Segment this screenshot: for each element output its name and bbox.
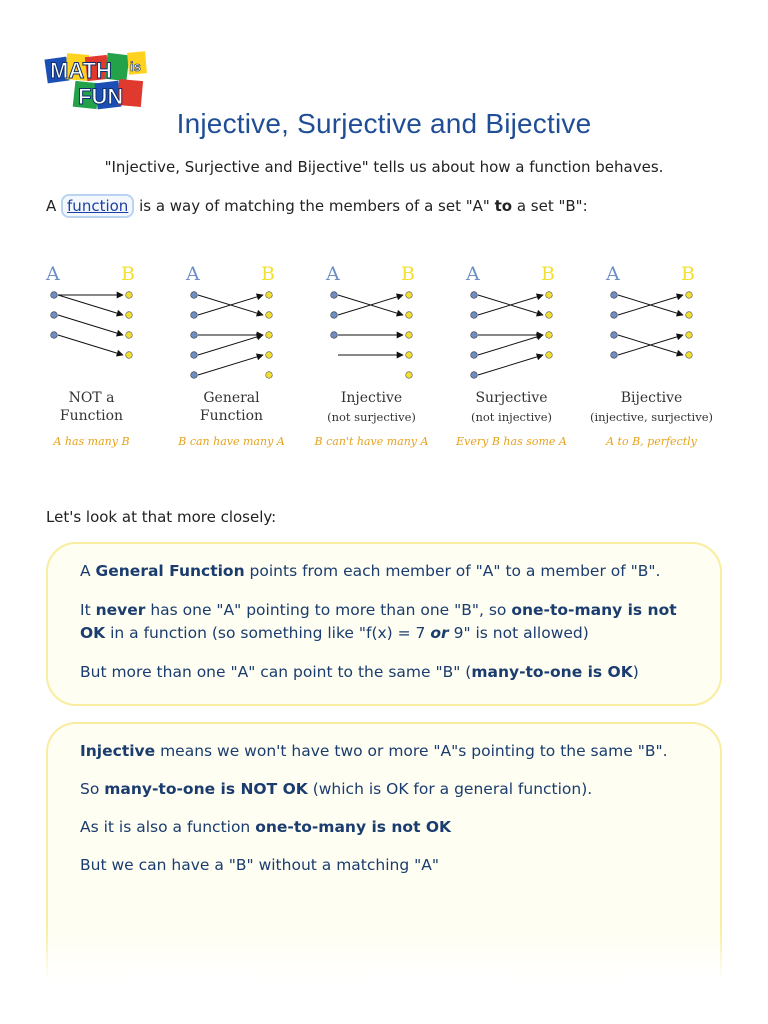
set-a-dot bbox=[191, 292, 198, 299]
set-a-dot bbox=[191, 312, 198, 319]
set-b-label: B bbox=[261, 263, 275, 285]
set-b-dot bbox=[686, 312, 693, 319]
set-b-dot bbox=[406, 292, 413, 299]
definition-text-mid: is a way of matching the members of a set "A" bbox=[134, 197, 495, 215]
diagram-name-line2: Function bbox=[59, 408, 124, 424]
set-a-label: A bbox=[326, 263, 340, 285]
set-b-dot bbox=[406, 332, 413, 339]
diagram-4 bbox=[455, 263, 567, 448]
set-b-dot bbox=[406, 312, 413, 319]
set-b-dot bbox=[266, 372, 273, 379]
diagram-subtitle: (injective, surjective) bbox=[589, 410, 714, 424]
closer-look-text: Let's look at that more closely: bbox=[46, 508, 277, 526]
card2-paragraph-3: As it is also a function one-to-many is not OK bbox=[80, 818, 452, 836]
card1-paragraph-1: A General Function points from each member of "A" to a member of "B". bbox=[80, 562, 661, 580]
set-a-dot bbox=[331, 332, 338, 339]
mapping-arrow bbox=[58, 295, 123, 315]
set-b-dot bbox=[546, 332, 553, 339]
diagram-description: A to B, perfectly bbox=[606, 435, 697, 448]
definition-text-bold: to bbox=[494, 197, 513, 215]
mapping-arrow bbox=[58, 315, 123, 335]
set-a-label: A bbox=[186, 263, 200, 285]
set-a-dot bbox=[611, 352, 618, 359]
set-b-dot bbox=[406, 352, 413, 359]
general-function-card bbox=[46, 542, 722, 706]
diagram-name: General bbox=[203, 390, 260, 406]
logo-text-fun: FUN bbox=[78, 84, 124, 109]
set-b-dot bbox=[686, 352, 693, 359]
set-b-dot bbox=[686, 292, 693, 299]
diagram-description: B can have many A bbox=[178, 435, 285, 448]
set-b-dot bbox=[126, 332, 133, 339]
page-title: Injective, Surjective and Bijective bbox=[176, 108, 592, 139]
diagram-1 bbox=[45, 263, 135, 448]
card1-paragraph-2: It never has one "A" pointing to more than one "B", so one-to-many is not OK in a function (so something like "f(x) = 7 or 9" is not allowed) bbox=[80, 601, 677, 642]
diagram-name: Surjective bbox=[475, 390, 548, 406]
logo-text-math: MATH bbox=[50, 58, 112, 83]
set-a-dot bbox=[611, 292, 618, 299]
logo-text-is: is bbox=[130, 59, 141, 74]
set-b-dot bbox=[406, 372, 413, 379]
set-a-dot bbox=[331, 312, 338, 319]
set-b-dot bbox=[126, 292, 133, 299]
definition-text-pre: A bbox=[46, 197, 62, 215]
set-b-dot bbox=[126, 352, 133, 359]
set-a-label: A bbox=[46, 263, 60, 285]
diagram-description: Every B has some A bbox=[456, 435, 567, 448]
set-b-dot bbox=[546, 292, 553, 299]
set-a-dot bbox=[51, 312, 58, 319]
intro-text: "Injective, Surjective and Bijective" tells us about how a function behaves. bbox=[104, 158, 664, 176]
diagram-name: NOT a bbox=[68, 390, 115, 406]
set-a-dot bbox=[471, 372, 478, 379]
set-a-dot bbox=[191, 372, 198, 379]
definition-text-post: a set "B": bbox=[512, 197, 588, 215]
card1-paragraph-3: But more than one "A" can point to the same "B" (many-to-one is OK) bbox=[80, 663, 639, 681]
set-a-label: A bbox=[466, 263, 480, 285]
set-a-dot bbox=[51, 332, 58, 339]
set-b-label: B bbox=[121, 263, 135, 285]
set-a-dot bbox=[471, 332, 478, 339]
diagram-2 bbox=[177, 263, 285, 448]
mapping-arrow bbox=[198, 335, 263, 355]
function-link[interactable]: function bbox=[61, 194, 134, 218]
set-a-dot bbox=[611, 332, 618, 339]
set-b-label: B bbox=[541, 263, 555, 285]
set-b-label: B bbox=[681, 263, 695, 285]
set-a-dot bbox=[331, 292, 338, 299]
card2-paragraph-1: Injective means we won't have two or more "A"s pointing to the same "B". bbox=[80, 742, 668, 760]
set-b-dot bbox=[546, 352, 553, 359]
card2-paragraph-4: But we can have a "B" without a matching "A" bbox=[80, 856, 439, 874]
diagram-subtitle: (not injective) bbox=[470, 410, 553, 424]
math-is-fun-logo[interactable] bbox=[44, 50, 152, 112]
diagram-description: B can't have many A bbox=[314, 435, 429, 448]
set-b-dot bbox=[266, 352, 273, 359]
diagram-3 bbox=[314, 263, 429, 448]
set-b-dot bbox=[686, 332, 693, 339]
function-definition bbox=[46, 194, 588, 218]
mapping-arrow bbox=[478, 355, 543, 375]
mapping-arrow bbox=[478, 335, 543, 355]
diagram-name-line2: Function bbox=[199, 408, 264, 424]
mapping-arrow bbox=[198, 355, 263, 375]
function-types-diagram bbox=[0, 250, 768, 460]
set-b-dot bbox=[266, 332, 273, 339]
set-a-dot bbox=[191, 332, 198, 339]
diagram-name: Bijective bbox=[620, 390, 683, 406]
diagram-subtitle: (not surjective) bbox=[327, 410, 416, 424]
set-b-dot bbox=[546, 312, 553, 319]
set-a-dot bbox=[191, 352, 198, 359]
set-b-dot bbox=[126, 312, 133, 319]
set-a-dot bbox=[471, 292, 478, 299]
set-a-label: A bbox=[606, 263, 620, 285]
diagram-5 bbox=[590, 263, 713, 448]
set-a-dot bbox=[51, 292, 58, 299]
card2-paragraph-2: So many-to-one is NOT OK (which is OK for a general function). bbox=[80, 780, 593, 798]
set-b-label: B bbox=[401, 263, 415, 285]
bottom-fade bbox=[44, 930, 726, 990]
diagram-name: Injective bbox=[340, 390, 403, 406]
set-a-dot bbox=[471, 312, 478, 319]
set-b-dot bbox=[266, 292, 273, 299]
diagram-description: A has many B bbox=[53, 435, 130, 448]
mapping-arrow bbox=[58, 335, 123, 355]
set-a-dot bbox=[611, 312, 618, 319]
set-b-dot bbox=[266, 312, 273, 319]
set-a-dot bbox=[471, 352, 478, 359]
